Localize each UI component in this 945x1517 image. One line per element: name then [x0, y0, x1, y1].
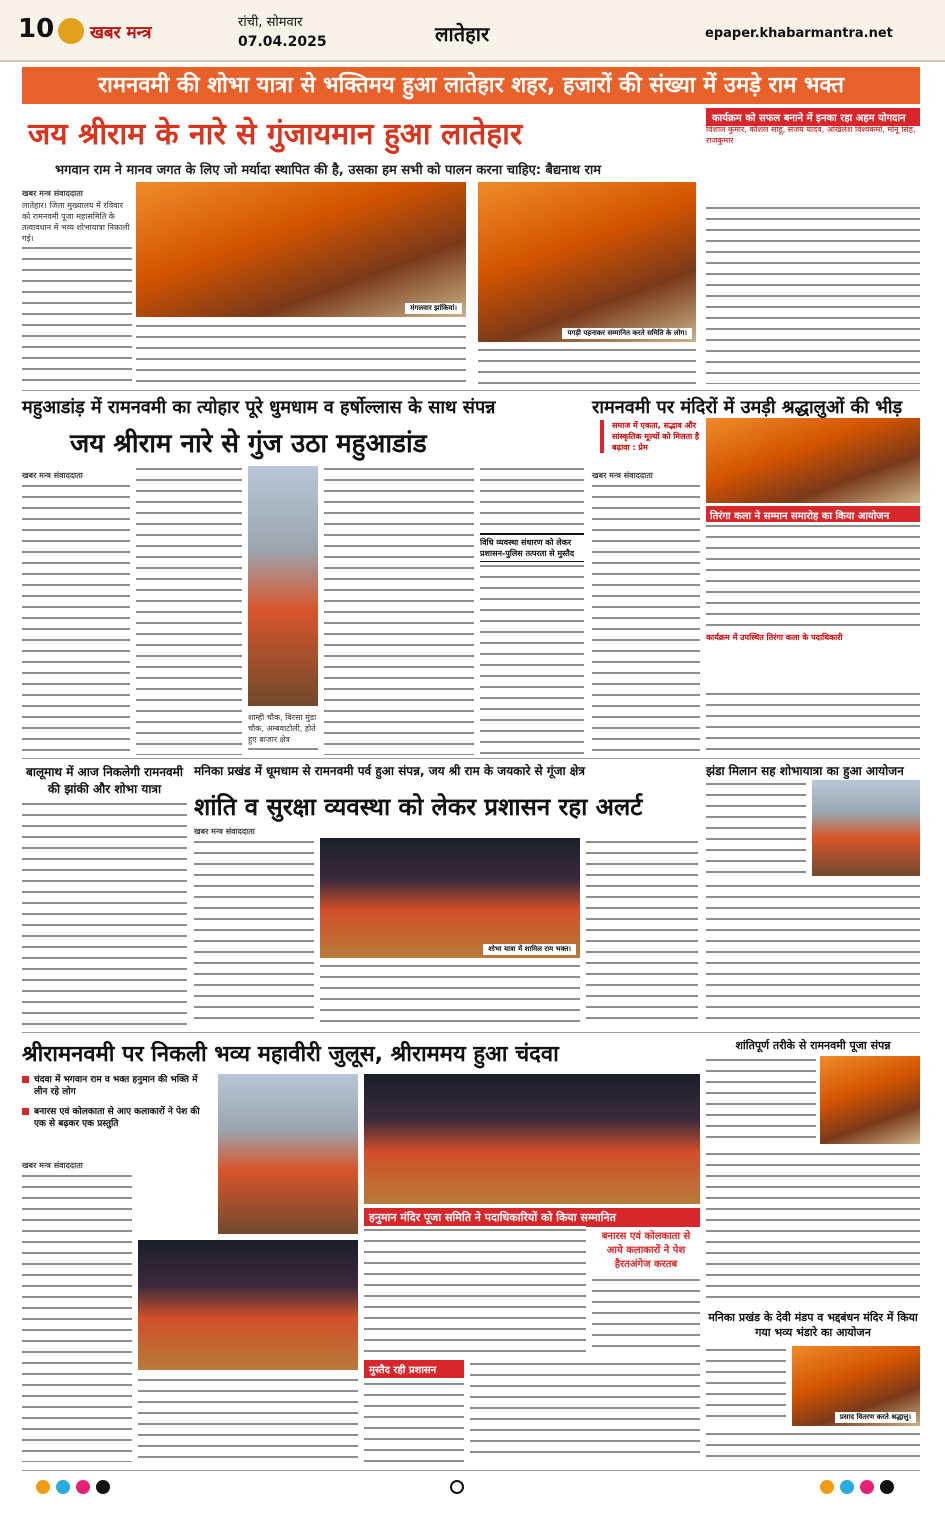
story2-text-col4 [480, 465, 584, 529]
crosshair-icon [450, 1480, 464, 1494]
top-banner: रामनवमी की शोभा यात्रा से भक्तिमय हुआ लातेहार शहर, हजारों की संख्या में उमड़े राम भक्त [22, 67, 920, 104]
reg-dot-icon [56, 1480, 70, 1494]
footer-rule [22, 1470, 920, 1471]
story9-text-col4 [364, 1380, 464, 1462]
story9-text-col1 [364, 1226, 586, 1354]
story2-mini-head: विधि व्यवस्था संधारण को लेकर प्रशासन-पुलिस तत्परता से मुस्तैद [480, 533, 584, 563]
story1-text-col3 [478, 346, 696, 386]
section-name: लातेहार [435, 22, 490, 46]
reg-dot-icon [96, 1480, 110, 1494]
story1-headline: जय श्रीराम के नारे से गुंजायमान हुआ लातेहार [28, 117, 523, 152]
story1-subhead: भगवान राम ने मानव जगत के लिए जो मर्यादा स्थापित की है, उसका हम सभी को पालन करना चाहिए: बैद्यनाथ राम [55, 163, 602, 178]
story8-text-col1 [22, 1172, 132, 1462]
reg-dot-icon [76, 1480, 90, 1494]
story5-text-col1 [194, 838, 314, 1028]
story3-byline: खबर मन्त्र संवाददाता [592, 471, 653, 480]
story10-photo-caption: प्रसाद वितरण करते श्रद्धालु। [835, 1412, 916, 1423]
story1-text-col1 [22, 200, 132, 385]
story2-byline: खबर मन्त्र संवाददाता [22, 471, 83, 480]
divider [22, 1032, 920, 1033]
story2-text-col5 [480, 562, 584, 754]
edition-city: रांची, सोमवार [238, 15, 303, 30]
story8-photo3 [364, 1074, 700, 1204]
story9-text-col3 [470, 1360, 700, 1462]
story3-headline: रामनवमी पर मंदिरों में उमड़ी श्रद्धालुओं की भीड़ [592, 397, 903, 418]
story3-highlight: कार्यक्रम में उपस्थित तिरंगा कला के पदाधिकारी [706, 633, 843, 642]
story3-box-title: तिरंगा कला ने सम्मान समारोह का किया आयोजन [706, 506, 920, 524]
story1-photo2 [478, 182, 696, 342]
story8-bullet-1: चंदवा में भगवान राम व भक्त हनुमान की भक्ति में लीन रहे लोग [22, 1074, 212, 1098]
divider [22, 390, 920, 391]
story2-photo-caption: शाम्ही चौक, बिरसा मुंडा चौक, अम्बवाटोली, होते हुए बाजार क्षेत्र [248, 712, 318, 754]
story2-photo [248, 466, 318, 706]
story5-byline: खबर मन्त्र संवाददाता [194, 827, 255, 836]
story3-text-col2 [706, 522, 920, 628]
story9-text-col2 [592, 1276, 700, 1354]
story4-headline: बालूमाथ में आज निकलेगी रामनवमी की झांकी और शोभा यात्रा [26, 765, 183, 796]
story2-text-col1 [22, 482, 130, 754]
story9-side-head: बनारस एवं कोलकाता से आये कलाकारों ने पेश हैरतअंगेज करतब [601, 1231, 691, 1270]
story5-photo-caption: शोभा यात्रा में शामिल राम भक्त। [483, 944, 576, 955]
story5-text-col2 [320, 962, 580, 1028]
story1-byline: खबर मन्त्र संवाददाता [22, 189, 83, 198]
story5-text-col3 [586, 838, 698, 1028]
story2-text-col3 [324, 465, 474, 755]
story8-byline: खबर मन्त्र संवाददाता [22, 1161, 83, 1170]
story8-photo1 [218, 1074, 358, 1234]
story3-photo [706, 418, 920, 503]
story2-kicker: महुआडांड़ में रामनवमी का त्योहार पूरे धुमधाम व हर्षोल्लास के साथ संपन्न [22, 397, 496, 418]
divider [22, 758, 920, 759]
story10-headline: मनिका प्रखंड के देवी मंडप व भद्दबंधन मंदिर में किया गया भव्य भंडारे का आयोजन [708, 1311, 918, 1339]
story1-text-col4 [706, 204, 920, 384]
story8-headline: श्रीरामनवमी पर निकली भव्य महावीरी जुलूस, श्रीराममय हुआ चंदवा [22, 1042, 559, 1067]
reg-dot-icon [880, 1480, 894, 1494]
reg-dot-icon [840, 1480, 854, 1494]
story9-headline: हनुमान मंदिर पूजा समिति ने पदाधिकारियों को किया सम्मानित [364, 1208, 700, 1227]
reg-dot-icon [820, 1480, 834, 1494]
story6-photo [812, 780, 920, 876]
brand-name: खबर मन्त्र [90, 23, 152, 43]
brand-logo-icon [58, 18, 84, 44]
reg-dot-icon [36, 1480, 50, 1494]
story1-lead: लातेहार। जिला मुख्यालय में रविवार को रामनवमी पूजा महासमिति के तत्वावधान में भव्य शोभायात्रा निकाली गई। [22, 201, 130, 243]
story7-text-col1 [706, 1056, 816, 1146]
story9-subhead: मुस्तैद रही प्रशासन [364, 1360, 464, 1378]
story2-headline: जय श्रीराम नारे से गुंज उठा महुआडांड [70, 429, 427, 459]
story7-text-col2 [706, 1150, 920, 1304]
story8-text-col2 [138, 1376, 358, 1462]
story4-text [22, 800, 187, 1028]
story3-text-col1 [592, 482, 700, 754]
story7-headline: शांतिपूर्ण तरीके से रामनवमी पूजा संपन्न [735, 1039, 891, 1052]
story5-kicker: मनिका प्रखंड में धूमधाम से रामनवमी पर्व हुआ संपन्न, जय श्री राम के जयकारे से गूंजा क्षेत्र [194, 764, 586, 778]
page-number: 10 [18, 14, 55, 44]
story8-bullet-2: बनारस एवं कोलकाता से आए कलाकारों ने पेश की एक से बढ़कर एक प्रस्तुति [22, 1106, 212, 1130]
story6-text-col2 [706, 882, 920, 1028]
story1-photo1-caption: मंगलवार झांकियां। [405, 303, 462, 314]
story10-photo [792, 1346, 920, 1426]
story10-text-col1 [706, 1346, 786, 1426]
story8-bullets [22, 1074, 212, 1130]
reg-dot-icon [860, 1480, 874, 1494]
story8-photo2 [138, 1240, 358, 1370]
story1-photo1 [136, 182, 466, 317]
edition-date: 07.04.2025 [238, 34, 327, 50]
story3-quote: समाज में एकता, सद्भाव और सांस्कृतिक मूल्यों को मिलता है बढ़ावा : प्रेम [600, 420, 700, 453]
story2-text-col2 [136, 465, 242, 755]
story1-text-col2 [136, 322, 466, 384]
story3-text-col3 [706, 690, 920, 754]
story6-headline: झंडा मिलान सह शोभायात्रा का हुआ आयोजन [706, 764, 904, 778]
story1-box-title: कार्यक्रम को सफल बनाने में इनका रहा अहम योगदान [706, 108, 920, 126]
story5-photo [320, 838, 580, 958]
story6-text-col1 [706, 780, 806, 880]
story1-box-text: विशाल कुमार, कौशल साहू, संजय यादव, अखिलेश विश्वकर्मा, मोनू सिंह, राजकुमार [706, 125, 916, 145]
story7-photo [820, 1056, 920, 1144]
story10-text-col2 [706, 1430, 920, 1464]
story5-headline: शांति व सुरक्षा व्यवस्था को लेकर प्रशासन रहा अलर्ट [194, 793, 643, 821]
epaper-link[interactable]: epaper.khabarmantra.net [705, 26, 893, 41]
story1-photo2-caption: पगड़ी पहनाकर सम्मानित करते समिति के लोग। [562, 328, 692, 339]
